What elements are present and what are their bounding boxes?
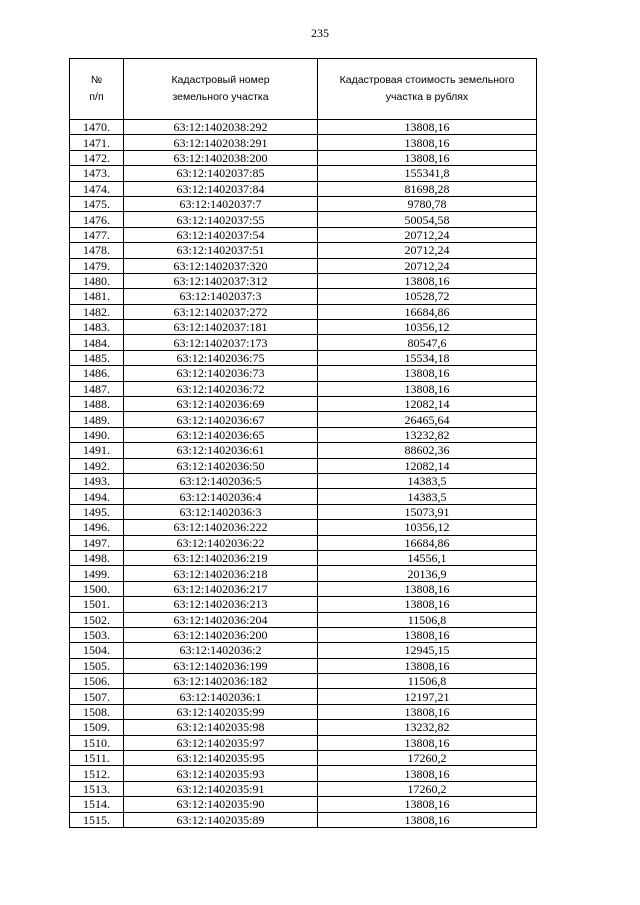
row-cadastral-value: 16684,86 — [318, 304, 537, 319]
row-num: 1508. — [70, 704, 124, 719]
row-cadastral-value: 16684,86 — [318, 535, 537, 550]
table-row — [70, 227, 537, 242]
row-cadastral-number: 63:12:1402037:54 — [124, 227, 318, 242]
row-cadastral-number: 63:12:1402036:73 — [124, 366, 318, 381]
row-cadastral-value: 17260,2 — [318, 781, 537, 796]
row-cadastral-number: 63:12:1402036:182 — [124, 674, 318, 689]
row-cadastral-number: 63:12:1402036:218 — [124, 566, 318, 581]
row-cadastral-number: 63:12:1402036:50 — [124, 458, 318, 473]
row-cadastral-number: 63:12:1402036:219 — [124, 550, 318, 565]
row-cadastral-number: 63:12:1402036:69 — [124, 397, 318, 412]
row-num: 1509. — [70, 720, 124, 735]
row-cadastral-value: 10528,72 — [318, 289, 537, 304]
row-cadastral-number: 63:12:1402036:65 — [124, 427, 318, 442]
row-cadastral-value: 20136,9 — [318, 566, 537, 581]
table-row — [70, 258, 537, 273]
row-cadastral-number: 63:12:1402036:213 — [124, 597, 318, 612]
row-cadastral-number: 63:12:1402038:291 — [124, 135, 318, 150]
table-row — [70, 812, 537, 827]
row-cadastral-number: 63:12:1402036:200 — [124, 627, 318, 642]
row-cadastral-number: 63:12:1402037:320 — [124, 258, 318, 273]
row-num: 1501. — [70, 597, 124, 612]
table-row — [70, 597, 537, 612]
row-cadastral-number: 63:12:1402037:85 — [124, 166, 318, 181]
row-num: 1511. — [70, 751, 124, 766]
row-cadastral-value: 12082,14 — [318, 397, 537, 412]
row-num: 1484. — [70, 335, 124, 350]
row-cadastral-number: 63:12:1402036:1 — [124, 689, 318, 704]
table-row — [70, 689, 537, 704]
table-row — [70, 243, 537, 258]
row-num: 1483. — [70, 320, 124, 335]
row-cadastral-value: 13808,16 — [318, 366, 537, 381]
row-cadastral-number: 63:12:1402036:4 — [124, 489, 318, 504]
row-num: 1482. — [70, 304, 124, 319]
table-row — [70, 612, 537, 627]
table-row — [70, 443, 537, 458]
row-cadastral-value: 12945,15 — [318, 643, 537, 658]
row-cadastral-number: 63:12:1402037:51 — [124, 243, 318, 258]
table-row — [70, 381, 537, 396]
row-cadastral-value: 13808,16 — [318, 597, 537, 612]
page-number: 235 — [311, 26, 329, 40]
row-cadastral-number: 63:12:1402038:292 — [124, 120, 318, 135]
table-row — [70, 627, 537, 642]
row-num: 1489. — [70, 412, 124, 427]
table-row — [70, 704, 537, 719]
row-cadastral-value: 13808,16 — [318, 812, 537, 827]
table-row — [70, 674, 537, 689]
row-cadastral-value: 13808,16 — [318, 704, 537, 719]
row-num: 1480. — [70, 273, 124, 288]
table-row — [70, 273, 537, 288]
row-cadastral-value: 13232,82 — [318, 427, 537, 442]
row-cadastral-number: 63:12:1402036:5 — [124, 473, 318, 488]
row-cadastral-number: 63:12:1402035:99 — [124, 704, 318, 719]
row-cadastral-value: 20712,24 — [318, 227, 537, 242]
row-cadastral-value: 155341,8 — [318, 166, 537, 181]
row-cadastral-number: 63:12:1402038:200 — [124, 150, 318, 165]
row-cadastral-value: 9780,78 — [318, 196, 537, 211]
row-cadastral-value: 20712,24 — [318, 258, 537, 273]
row-num: 1473. — [70, 166, 124, 181]
row-cadastral-number: 63:12:1402037:312 — [124, 273, 318, 288]
row-num: 1479. — [70, 258, 124, 273]
row-cadastral-number: 63:12:1402037:272 — [124, 304, 318, 319]
row-num: 1493. — [70, 473, 124, 488]
header-cadastral-number: Кадастровый номер земельного участка — [124, 59, 318, 120]
table-row — [70, 366, 537, 381]
table-row — [70, 166, 537, 181]
table-header-row — [70, 59, 537, 120]
row-cadastral-number: 63:12:1402037:181 — [124, 320, 318, 335]
row-cadastral-value: 13232,82 — [318, 720, 537, 735]
row-num: 1506. — [70, 674, 124, 689]
table-row — [70, 473, 537, 488]
row-num: 1487. — [70, 381, 124, 396]
row-num: 1490. — [70, 427, 124, 442]
row-cadastral-value: 13808,16 — [318, 797, 537, 812]
row-num: 1514. — [70, 797, 124, 812]
row-cadastral-value: 12082,14 — [318, 458, 537, 473]
table-row — [70, 335, 537, 350]
row-cadastral-number: 63:12:1402035:90 — [124, 797, 318, 812]
row-cadastral-number: 63:12:1402036:199 — [124, 658, 318, 673]
row-cadastral-value: 13808,16 — [318, 120, 537, 135]
row-cadastral-value: 14556,1 — [318, 550, 537, 565]
row-num: 1481. — [70, 289, 124, 304]
row-num: 1494. — [70, 489, 124, 504]
row-cadastral-value: 13808,16 — [318, 735, 537, 750]
row-num: 1503. — [70, 627, 124, 642]
row-cadastral-number: 63:12:1402035:89 — [124, 812, 318, 827]
row-cadastral-value: 12197,21 — [318, 689, 537, 704]
row-num: 1504. — [70, 643, 124, 658]
table-row — [70, 766, 537, 781]
row-num: 1515. — [70, 812, 124, 827]
row-cadastral-number: 63:12:1402037:173 — [124, 335, 318, 350]
row-cadastral-number: 63:12:1402037:55 — [124, 212, 318, 227]
row-cadastral-value: 15534,18 — [318, 350, 537, 365]
table-row — [70, 751, 537, 766]
row-num: 1476. — [70, 212, 124, 227]
row-cadastral-value: 11506,8 — [318, 612, 537, 627]
table-row — [70, 535, 537, 550]
row-num: 1497. — [70, 535, 124, 550]
row-num: 1512. — [70, 766, 124, 781]
row-num: 1478. — [70, 243, 124, 258]
table-row — [70, 120, 537, 135]
row-cadastral-number: 63:12:1402036:222 — [124, 520, 318, 535]
row-num: 1486. — [70, 366, 124, 381]
table-row — [70, 320, 537, 335]
row-cadastral-number: 63:12:1402037:7 — [124, 196, 318, 211]
row-cadastral-number: 63:12:1402035:93 — [124, 766, 318, 781]
table-row — [70, 304, 537, 319]
table-row — [70, 643, 537, 658]
row-cadastral-value: 13808,16 — [318, 658, 537, 673]
row-num: 1472. — [70, 150, 124, 165]
row-cadastral-value: 13808,16 — [318, 273, 537, 288]
row-cadastral-value: 26465,64 — [318, 412, 537, 427]
row-cadastral-number: 63:12:1402035:97 — [124, 735, 318, 750]
table-row — [70, 781, 537, 796]
table-row — [70, 350, 537, 365]
row-cadastral-number: 63:12:1402035:91 — [124, 781, 318, 796]
row-num: 1500. — [70, 581, 124, 596]
row-cadastral-value: 81698,28 — [318, 181, 537, 196]
row-cadastral-value: 14383,5 — [318, 473, 537, 488]
table-row — [70, 581, 537, 596]
row-cadastral-number: 63:12:1402036:72 — [124, 381, 318, 396]
table-body — [70, 120, 537, 828]
row-num: 1488. — [70, 397, 124, 412]
table-row — [70, 658, 537, 673]
row-cadastral-number: 63:12:1402036:75 — [124, 350, 318, 365]
row-num: 1507. — [70, 689, 124, 704]
table-row — [70, 550, 537, 565]
row-cadastral-number: 63:12:1402037:84 — [124, 181, 318, 196]
row-cadastral-value: 20712,24 — [318, 243, 537, 258]
row-cadastral-value: 17260,2 — [318, 751, 537, 766]
table-row — [70, 412, 537, 427]
row-num: 1492. — [70, 458, 124, 473]
row-cadastral-value: 10356,12 — [318, 320, 537, 335]
table-row — [70, 458, 537, 473]
row-num: 1471. — [70, 135, 124, 150]
row-cadastral-number: 63:12:1402036:61 — [124, 443, 318, 458]
header-cadastral-value: Кадастровая стоимость земельного участка в рублях — [318, 59, 537, 120]
table-row — [70, 397, 537, 412]
row-cadastral-value: 13808,16 — [318, 766, 537, 781]
row-num: 1502. — [70, 612, 124, 627]
row-cadastral-number: 63:12:1402036:217 — [124, 581, 318, 596]
row-cadastral-number: 63:12:1402037:3 — [124, 289, 318, 304]
row-num: 1475. — [70, 196, 124, 211]
row-cadastral-value: 13808,16 — [318, 627, 537, 642]
table-row — [70, 289, 537, 304]
table-row — [70, 797, 537, 812]
row-cadastral-value: 13808,16 — [318, 581, 537, 596]
row-num: 1513. — [70, 781, 124, 796]
row-cadastral-value: 11506,8 — [318, 674, 537, 689]
row-cadastral-number: 63:12:1402036:22 — [124, 535, 318, 550]
table-row — [70, 181, 537, 196]
table-row — [70, 504, 537, 519]
row-num: 1510. — [70, 735, 124, 750]
table-row — [70, 135, 537, 150]
row-cadastral-number: 63:12:1402035:98 — [124, 720, 318, 735]
table-row — [70, 520, 537, 535]
row-num: 1498. — [70, 550, 124, 565]
row-cadastral-value: 15073,91 — [318, 504, 537, 519]
row-num: 1474. — [70, 181, 124, 196]
row-num: 1470. — [70, 120, 124, 135]
table-row — [70, 566, 537, 581]
header-num: № п/п — [70, 59, 124, 120]
row-cadastral-value: 14383,5 — [318, 489, 537, 504]
row-cadastral-value: 10356,12 — [318, 520, 537, 535]
cadastral-table — [69, 58, 537, 828]
row-num: 1499. — [70, 566, 124, 581]
row-num: 1495. — [70, 504, 124, 519]
row-cadastral-number: 63:12:1402036:3 — [124, 504, 318, 519]
row-cadastral-number: 63:12:1402036:204 — [124, 612, 318, 627]
row-cadastral-number: 63:12:1402036:2 — [124, 643, 318, 658]
table-row — [70, 212, 537, 227]
row-cadastral-number: 63:12:1402036:67 — [124, 412, 318, 427]
row-num: 1485. — [70, 350, 124, 365]
row-cadastral-value: 13808,16 — [318, 150, 537, 165]
table-row — [70, 735, 537, 750]
table-row — [70, 150, 537, 165]
row-cadastral-value: 80547,6 — [318, 335, 537, 350]
row-num: 1491. — [70, 443, 124, 458]
row-cadastral-value: 88602,36 — [318, 443, 537, 458]
row-num: 1505. — [70, 658, 124, 673]
table-row — [70, 427, 537, 442]
row-num: 1496. — [70, 520, 124, 535]
row-num: 1477. — [70, 227, 124, 242]
table-row — [70, 196, 537, 211]
row-cadastral-value: 13808,16 — [318, 135, 537, 150]
table-row — [70, 720, 537, 735]
table-row — [70, 489, 537, 504]
row-cadastral-number: 63:12:1402035:95 — [124, 751, 318, 766]
row-cadastral-value: 50054,58 — [318, 212, 537, 227]
row-cadastral-value: 13808,16 — [318, 381, 537, 396]
